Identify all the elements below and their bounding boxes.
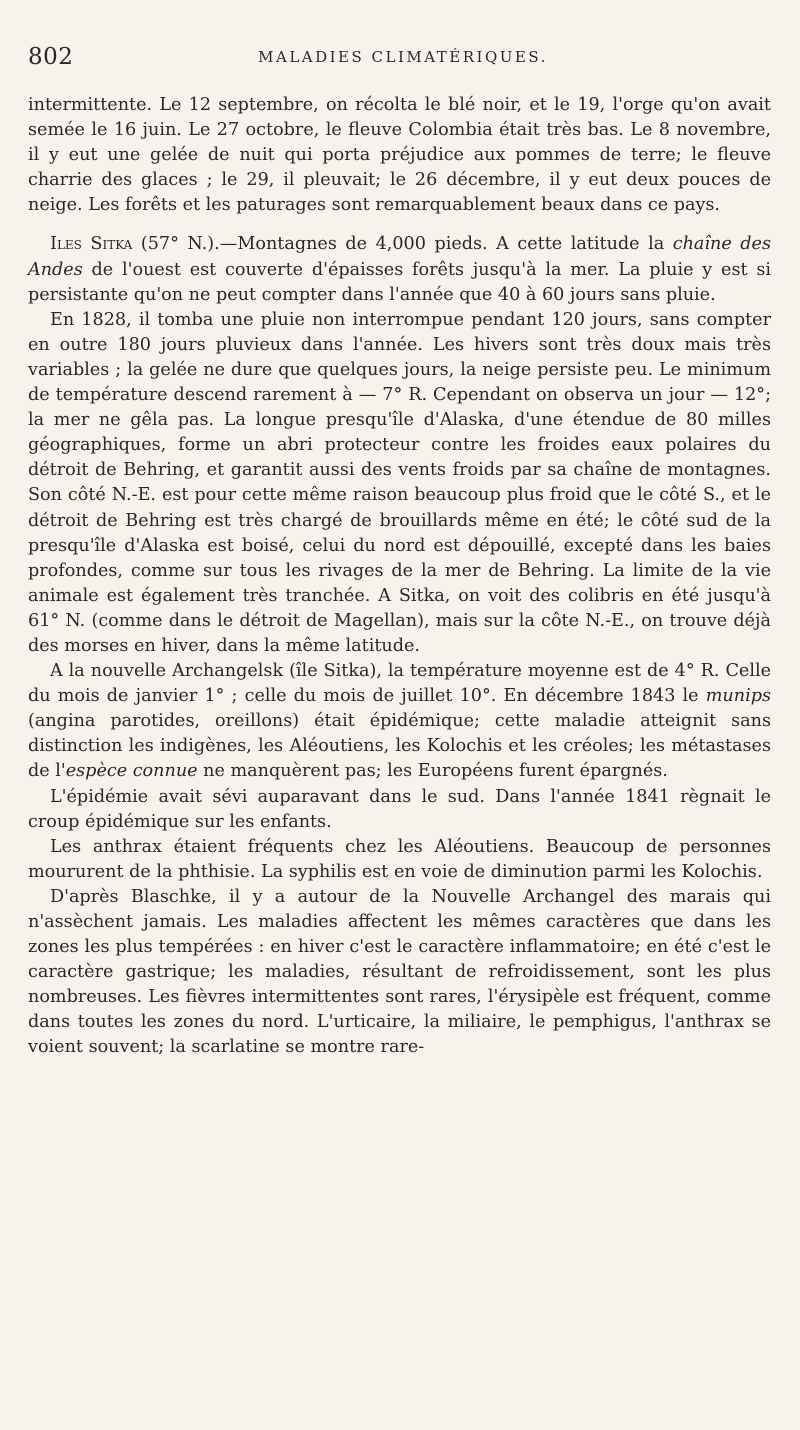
page-header bbox=[28, 44, 768, 78]
paragraph-4-italic-espece: espèce connue bbox=[65, 761, 198, 782]
paragraph-3: En 1828, il tomba une pluie non interrompue pendant 120 jours, sans compter en outre 180 jours pluvieux dans l'année. Les hivers sont très doux mais très variables ; la gelée ne dure que quelques jours, la neige persiste peu. Le minimum de température descend rarement à — 7° R. Cependant on observa un jour — 12°; la mer ne gêla pas. La longue presqu'île d'Alaska, d'une étendue de 80 milles géographiques, forme un abri protecteur contre les froides eaux polaires du détroit de Behring, et garantit aussi des vents froids par sa chaîne de montagnes. Son côté N.-E. est pour cette même raison beaucoup plus froid que le côté S., et le détroit de Behring est très chargé de brouillards même en été; le côté sud de la presqu'île d'Alaska est boisé, celui du nord est dépouillé, excepté dans les baies profondes, comme sur tous les rivages de la mer de Behring. La limite de la vie animale est également très tranchée. A Sitka, on voit des colibris en été jusqu'à 61° N. (comme dans le détroit de Magellan), mais sur la côte N.-E., on trouve déjà des morses en hiver, dans la même latitude. bbox=[28, 309, 771, 656]
paragraph-2 bbox=[28, 232, 771, 307]
body-text bbox=[28, 93, 771, 1061]
page-number: 802 bbox=[28, 44, 74, 70]
paragraph-2-text-a: (57° N.).—Montagnes de 4,000 pieds. A cette latitude la bbox=[132, 234, 673, 255]
paragraph-2-italic: chaîne des Andes bbox=[28, 234, 771, 280]
paragraph-2-text-b: de l'ouest est couverte d'épaisses forêts jusqu'à la mer. La pluie y est si persistante qu'on ne peut compter dans l'année que 40 à 60 jours sans pluie. bbox=[28, 259, 771, 305]
paragraph-4-italic-munips: munips bbox=[705, 686, 771, 707]
paragraph-7: D'après Blaschke, il y a autour de la Nouvelle Archangel des marais qui n'assèchent jamais. Les maladies affectent les mêmes caractères que dans les zones les plus tempérées : en hiver c'est le caractère inflammatoire; en été c'est le caractère gastrique; les maladies, résultant de refroidissement, sont les plus nombreuses. Les fièvres intermittentes sont rares, l'érysipèle est fréquent, comme dans toutes les zones du nord. L'urticaire, la miliaire, le pemphigus, l'anthrax se voient souvent; la scarlatine se montre rare- bbox=[28, 886, 771, 1058]
paragraph-4-text-a: A la nouvelle Archangelsk (île Sitka), la température moyenne est de 4° R. Celle du mois de janvier 1° ; celle du mois de juillet 10°. En décembre 1843 le bbox=[28, 661, 771, 707]
paragraph-4-text-b: (angina parotides, oreillons) était épidémique; cette maladie atteignit sans distinction les indigènes, les Aléoutiens, les Kolochis et les créoles; les métastases de l' bbox=[28, 711, 771, 782]
section-lead-iles-sitka: Iles Sitka bbox=[50, 234, 133, 255]
running-title: MALADIES CLIMATÉRIQUES. bbox=[258, 48, 548, 66]
paragraph-5: L'épidémie avait sévi auparavant dans le sud. Dans l'année 1841 règnait le croup épidémique sur les enfants. bbox=[28, 786, 771, 832]
paragraph-6: Les anthrax étaient fréquents chez les Aléoutiens. Beaucoup de personnes moururent de la phthisie. La syphilis est en voie de diminution parmi les Kolochis. bbox=[28, 836, 771, 882]
paragraph-4 bbox=[28, 659, 771, 784]
paragraph-4-text-c: ne manquèrent pas; les Européens furent épargnés. bbox=[197, 761, 668, 782]
paragraph-1: intermittente. Le 12 septembre, on récolta le blé noir, et le 19, l'orge qu'on avait semée le 16 juin. Le 27 octobre, le fleuve Colombia était très bas. Le 8 novembre, il y eut une gelée de nuit qui porta préjudice aux pommes de terre; le fleuve charrie des glaces ; le 29, il pleuvait; le 26 décembre, il y eut deux pouces de neige. Les forêts et les paturages sont remarquablement beaux dans ce pays. bbox=[28, 95, 771, 216]
